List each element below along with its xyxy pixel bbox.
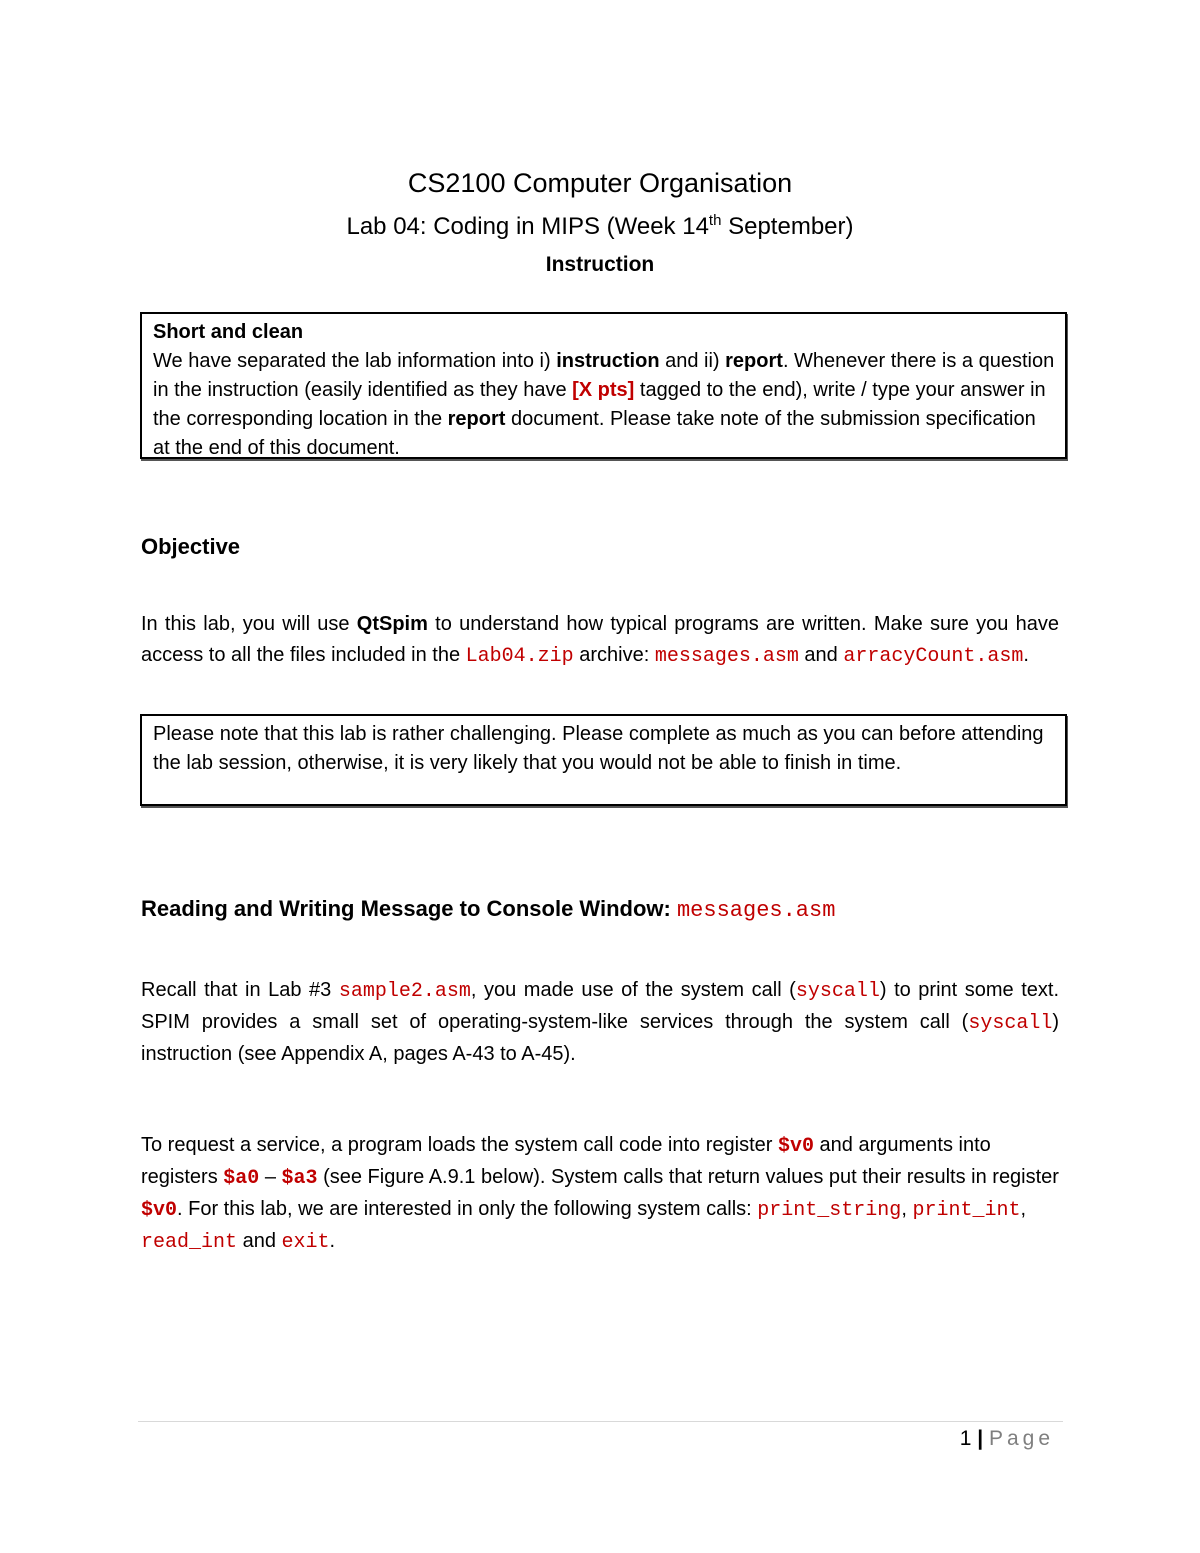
request-paragraph <box>141 1130 1059 1258</box>
objective-heading: Objective <box>141 534 241 559</box>
code-print-int: print_int <box>912 1199 1021 1222</box>
warning-box: Please note that this lab is rather challenging. Please complete as much as you can before attending the lab session, otherwise, it is very likely that you would not be able to finish in time. <box>140 714 1067 806</box>
code-v0: $v0 <box>141 1199 178 1222</box>
text-part: , <box>1020 1198 1027 1220</box>
text-part: . <box>329 1230 336 1252</box>
code-messages-asm: messages.asm <box>676 898 836 923</box>
code-messages-asm: messages.asm <box>654 645 799 668</box>
code-read-int: read_int <box>141 1231 238 1254</box>
subtitle-superscript: th <box>708 212 722 229</box>
notice-text-part: . Whenever there is a question in the instruction (easily identified as they have <box>153 350 1055 401</box>
code-exit: exit <box>281 1231 330 1254</box>
reading-heading <box>141 896 835 923</box>
text-part: – <box>259 1166 282 1188</box>
footer-separator: | <box>971 1427 989 1450</box>
code-print-string: print_string <box>757 1199 902 1222</box>
code-arracycount-asm: arracyCount.asm <box>843 645 1024 668</box>
subtitle-text: Lab 04: Coding in MIPS (Week 14 <box>346 213 709 240</box>
qtspim-bold: QtSpim <box>356 613 428 635</box>
text-part: (see Figure A.9.1 below). System calls that return values put their results in register <box>317 1166 1059 1188</box>
text-part: , you made use of the system call ( <box>470 979 796 1001</box>
notice-text-part: We have separated the lab information into i) <box>153 350 557 372</box>
page-footer <box>960 1427 1054 1451</box>
notice-bold-instruction: instruction <box>556 350 660 372</box>
text-part: and <box>798 644 844 666</box>
notice-pts-tag: [X pts] <box>572 379 635 401</box>
footer-divider <box>138 1421 1063 1422</box>
code-syscall: syscall <box>795 980 880 1003</box>
document-title: CS2100 Computer Organisation <box>407 168 793 198</box>
objective-paragraph <box>141 609 1059 672</box>
text-part: In this lab, you will use <box>141 613 357 635</box>
reading-heading-text: Reading and Writing Message to Console Window: <box>141 896 677 921</box>
code-syscall: syscall <box>968 1012 1053 1035</box>
text-part: , <box>901 1198 913 1220</box>
notice-text-part: and ii) <box>659 350 726 372</box>
code-v0: $v0 <box>777 1135 814 1158</box>
text-part: ) to print some text. SPIM provides a small set of operating-system-like services through the system call ( <box>141 979 1059 1033</box>
text-part: To request a service, a program loads the system call code into register <box>141 1134 778 1156</box>
text-part: . For this lab, we are interested in only the following system calls: <box>177 1198 758 1220</box>
text-part: archive: <box>573 644 655 666</box>
text-part: ) instruction (see Appendix A, pages A-43 to A-45). <box>141 1011 1059 1065</box>
document-subtitle <box>0 212 1200 241</box>
page-label: Page <box>988 1427 1054 1450</box>
notice-bold-report: report <box>725 350 783 372</box>
recall-paragraph <box>141 975 1059 1070</box>
code-a3: $a3 <box>281 1167 318 1190</box>
notice-text-part: document. Please take note of the submission specification at the end of this document. <box>153 408 1036 459</box>
text-part: and arguments into registers <box>141 1134 991 1188</box>
notice-bold-report: report <box>447 408 506 430</box>
subtitle-text-end: September) <box>721 213 854 240</box>
text-part: to understand how typical programs are written. Make sure you have access to all the files included in the <box>141 613 1059 666</box>
text-part: . <box>1023 644 1029 666</box>
code-lab04-zip: Lab04.zip <box>465 645 574 668</box>
notice-box <box>140 312 1067 459</box>
notice-text <box>153 347 1057 463</box>
text-part: and <box>237 1230 282 1252</box>
page-number: 1 <box>959 1427 972 1450</box>
code-sample2-asm: sample2.asm <box>338 980 471 1003</box>
section-label: Instruction <box>545 253 655 276</box>
text-part: Recall that in Lab #3 <box>141 979 339 1001</box>
code-a0: $a0 <box>223 1167 260 1190</box>
notice-heading: Short and clean <box>153 321 304 343</box>
notice-text-part: tagged to the end), write / type your answer in the corresponding location in the <box>153 379 1046 430</box>
